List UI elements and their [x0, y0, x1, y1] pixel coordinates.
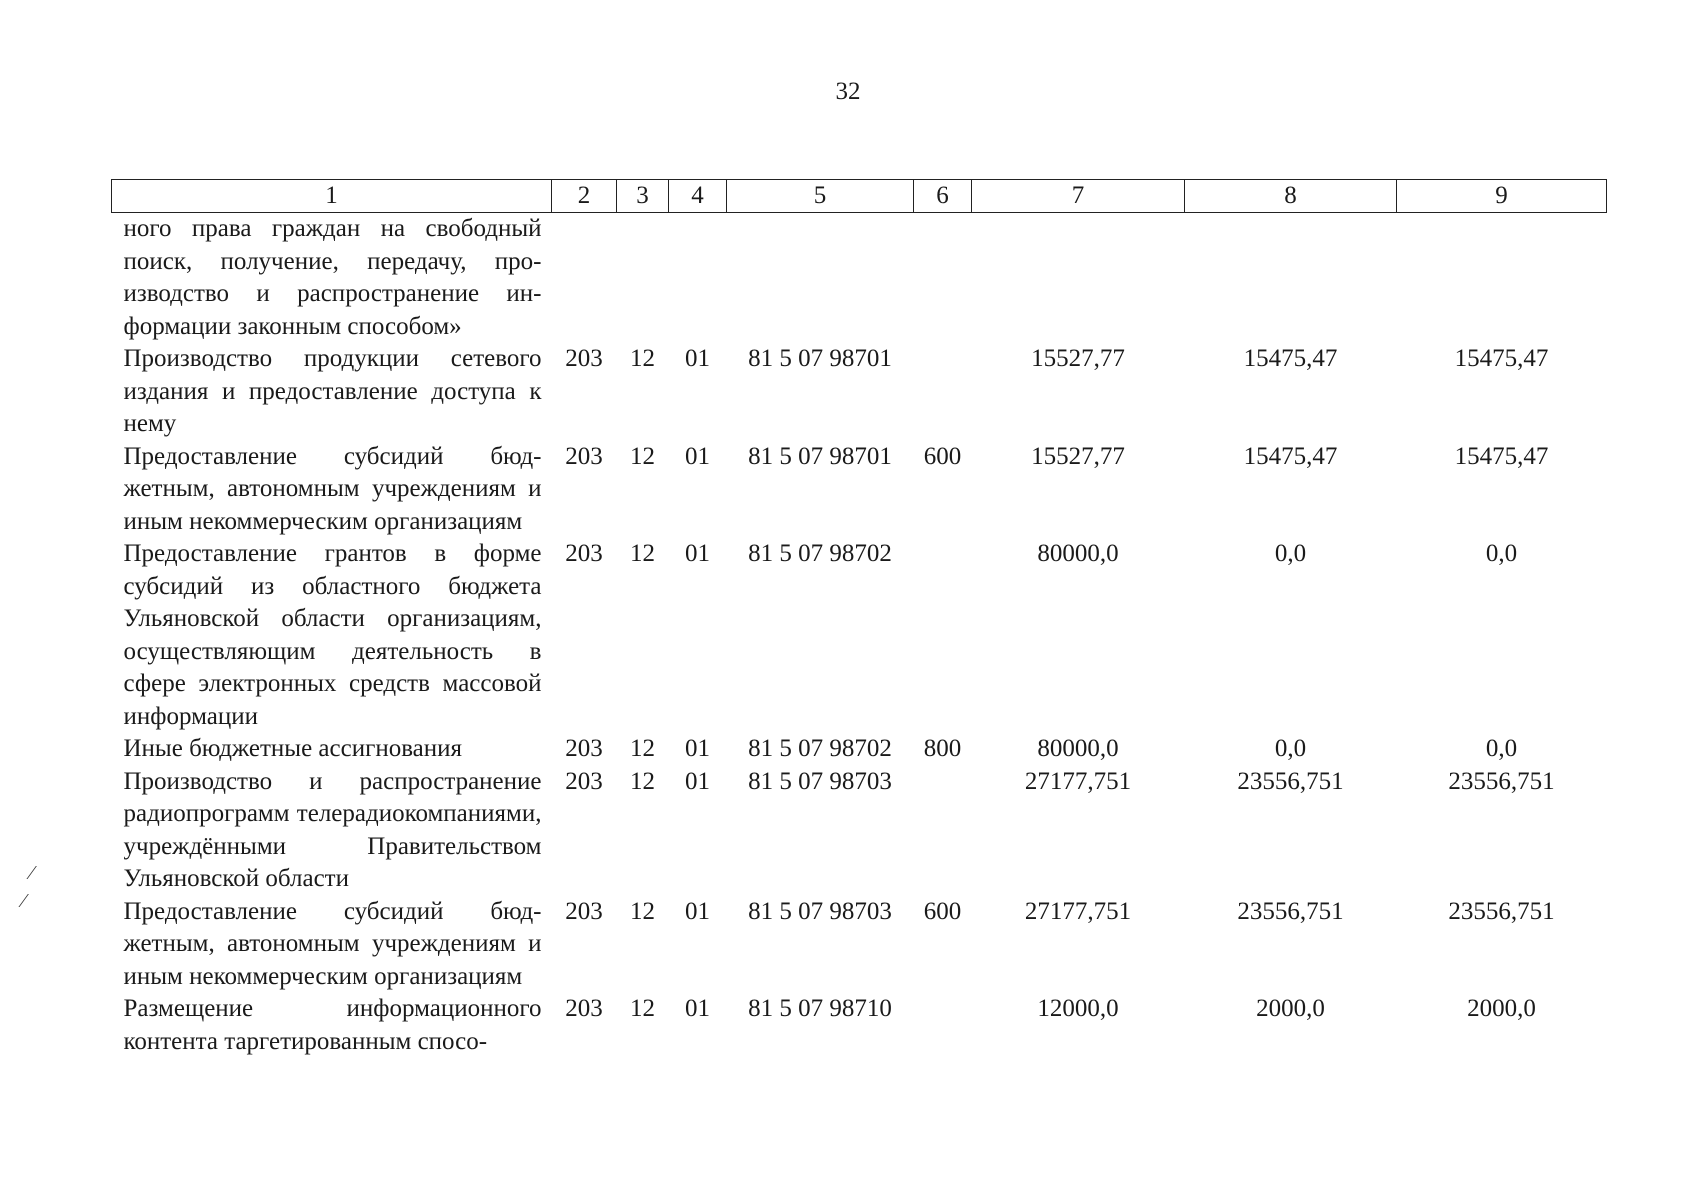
cell-col-5: 81 5 07 98703 [748, 897, 892, 925]
cell-col-5: 81 5 07 98710 [748, 995, 892, 1022]
cell-col-9: 0,0 [1485, 735, 1518, 762]
cell-col-4: 01 [685, 345, 710, 372]
table-row [112, 993, 1607, 1058]
cell-col-5: 81 5 07 98701 [748, 442, 892, 470]
cell-col-9 [1397, 213, 1607, 344]
cell-col-2: 203 [565, 735, 603, 762]
cell-col-9: 0,0 [1485, 540, 1518, 567]
cell-col-6 [914, 993, 972, 1058]
cell-col-9: 23556,751 [1448, 897, 1555, 925]
cell-col-2: 203 [565, 345, 603, 372]
scan-mark: ⁄ [22, 890, 26, 912]
row-description: Производство и распространение радиопрограмм телерадиокомпаниями, учреждёнными Правительством Ульяновской области [123, 767, 542, 892]
cell-col-4: 01 [685, 767, 710, 795]
cell-col-8: 15475,47 [1243, 442, 1338, 470]
cell-col-2: 203 [565, 540, 603, 567]
cell-col-2: 203 [565, 897, 603, 925]
cell-col-7: 15527,77 [1031, 442, 1125, 470]
budget-table [111, 179, 1607, 1058]
cell-col-3: 12 [630, 345, 655, 372]
header-col-8: 8 [1185, 180, 1397, 213]
cell-col-5: 81 5 07 98702 [748, 735, 892, 762]
row-description: Предоставление грантов в форме субсидий из областного бюджета Ульяновской области организациям, осуществляющим деятельность в сфере электронных средств массовой информации [123, 540, 542, 730]
table-row [112, 343, 1607, 441]
cell-col-4: 01 [685, 897, 710, 925]
cell-col-2: 203 [565, 442, 603, 470]
cell-col-6 [914, 213, 972, 344]
cell-col-9: 2000,0 [1467, 995, 1536, 1022]
cell-col-6: 800 [923, 735, 962, 762]
cell-col-6 [914, 343, 972, 441]
header-col-6: 6 [914, 180, 972, 213]
cell-col-4: 01 [685, 735, 710, 762]
table-header [112, 180, 1607, 213]
cell-col-9: 23556,751 [1448, 767, 1555, 795]
cell-col-4: 01 [685, 540, 710, 567]
cell-col-8 [1185, 213, 1397, 344]
cell-col-5: 81 5 07 98703 [748, 767, 892, 795]
cell-col-8: 0,0 [1274, 735, 1307, 762]
table-body [112, 213, 1607, 1059]
cell-col-4: 01 [685, 442, 710, 470]
row-description: Размещение информационного контента таргетированным спосо- [123, 995, 542, 1055]
cell-col-5: 81 5 07 98702 [748, 540, 892, 567]
cell-col-4: 01 [685, 995, 710, 1022]
cell-col-7: 15527,77 [1031, 345, 1125, 372]
header-col-4: 4 [669, 180, 727, 213]
cell-col-3: 12 [630, 735, 655, 762]
cell-col-6: 600 [923, 442, 962, 470]
cell-col-7 [972, 213, 1185, 344]
header-col-2: 2 [552, 180, 617, 213]
cell-col-7: 80000,0 [1037, 540, 1119, 567]
cell-col-5: 81 5 07 98701 [748, 345, 892, 372]
header-col-7: 7 [972, 180, 1185, 213]
header-col-5: 5 [727, 180, 914, 213]
cell-col-2: 203 [565, 767, 603, 795]
cell-col-7: 12000,0 [1037, 995, 1119, 1022]
row-description: Производство продукции сетевого издания и предоставление доступа к нему [123, 345, 542, 437]
cell-col-3 [617, 213, 669, 344]
row-description: Предоставление субсидий бюджетным, автономным учреждениям и иным некоммерческим организациям [123, 442, 542, 535]
cell-col-3: 12 [630, 442, 655, 470]
cell-col-2 [552, 213, 617, 344]
cell-col-6 [914, 538, 972, 733]
cell-col-3: 12 [630, 767, 655, 795]
header-col-9: 9 [1397, 180, 1607, 213]
scan-mark: ⁄ [30, 862, 34, 884]
header-col-3: 3 [617, 180, 669, 213]
header-col-1: 1 [112, 180, 552, 213]
table-row [112, 213, 1607, 344]
row-description: ного права граждан на свободный поиск, получение, передачу, производство и распространение информации законным способом» [123, 215, 542, 340]
row-description: Иные бюджетные ассигнования [123, 735, 463, 762]
cell-col-6: 600 [923, 897, 962, 925]
cell-col-7: 27177,751 [1024, 767, 1132, 795]
cell-col-8: 0,0 [1274, 540, 1307, 567]
cell-col-7: 27177,751 [1024, 897, 1132, 925]
cell-col-5 [727, 213, 914, 344]
cell-col-9: 15475,47 [1454, 345, 1549, 372]
table-row [112, 896, 1607, 994]
cell-col-2: 203 [565, 995, 603, 1022]
table-row [112, 441, 1607, 539]
cell-col-8: 23556,751 [1237, 767, 1344, 795]
table-row [112, 766, 1607, 896]
cell-col-8: 23556,751 [1237, 897, 1344, 925]
table-row [112, 538, 1607, 733]
cell-col-3: 12 [630, 540, 655, 567]
cell-col-9: 15475,47 [1454, 442, 1549, 470]
cell-col-7: 80000,0 [1037, 735, 1119, 762]
cell-col-3: 12 [630, 897, 655, 925]
row-description: Предоставление субсидий бюджетным, автономным учреждениям и иным некоммерческим организациям [123, 897, 542, 990]
cell-col-4 [669, 213, 727, 344]
cell-col-6 [914, 766, 972, 896]
table-row [112, 733, 1607, 766]
cell-col-8: 15475,47 [1243, 345, 1338, 372]
page-number: 32 [835, 78, 861, 105]
cell-col-3: 12 [630, 995, 655, 1022]
cell-col-8: 2000,0 [1256, 995, 1325, 1022]
header-row [112, 180, 1607, 213]
